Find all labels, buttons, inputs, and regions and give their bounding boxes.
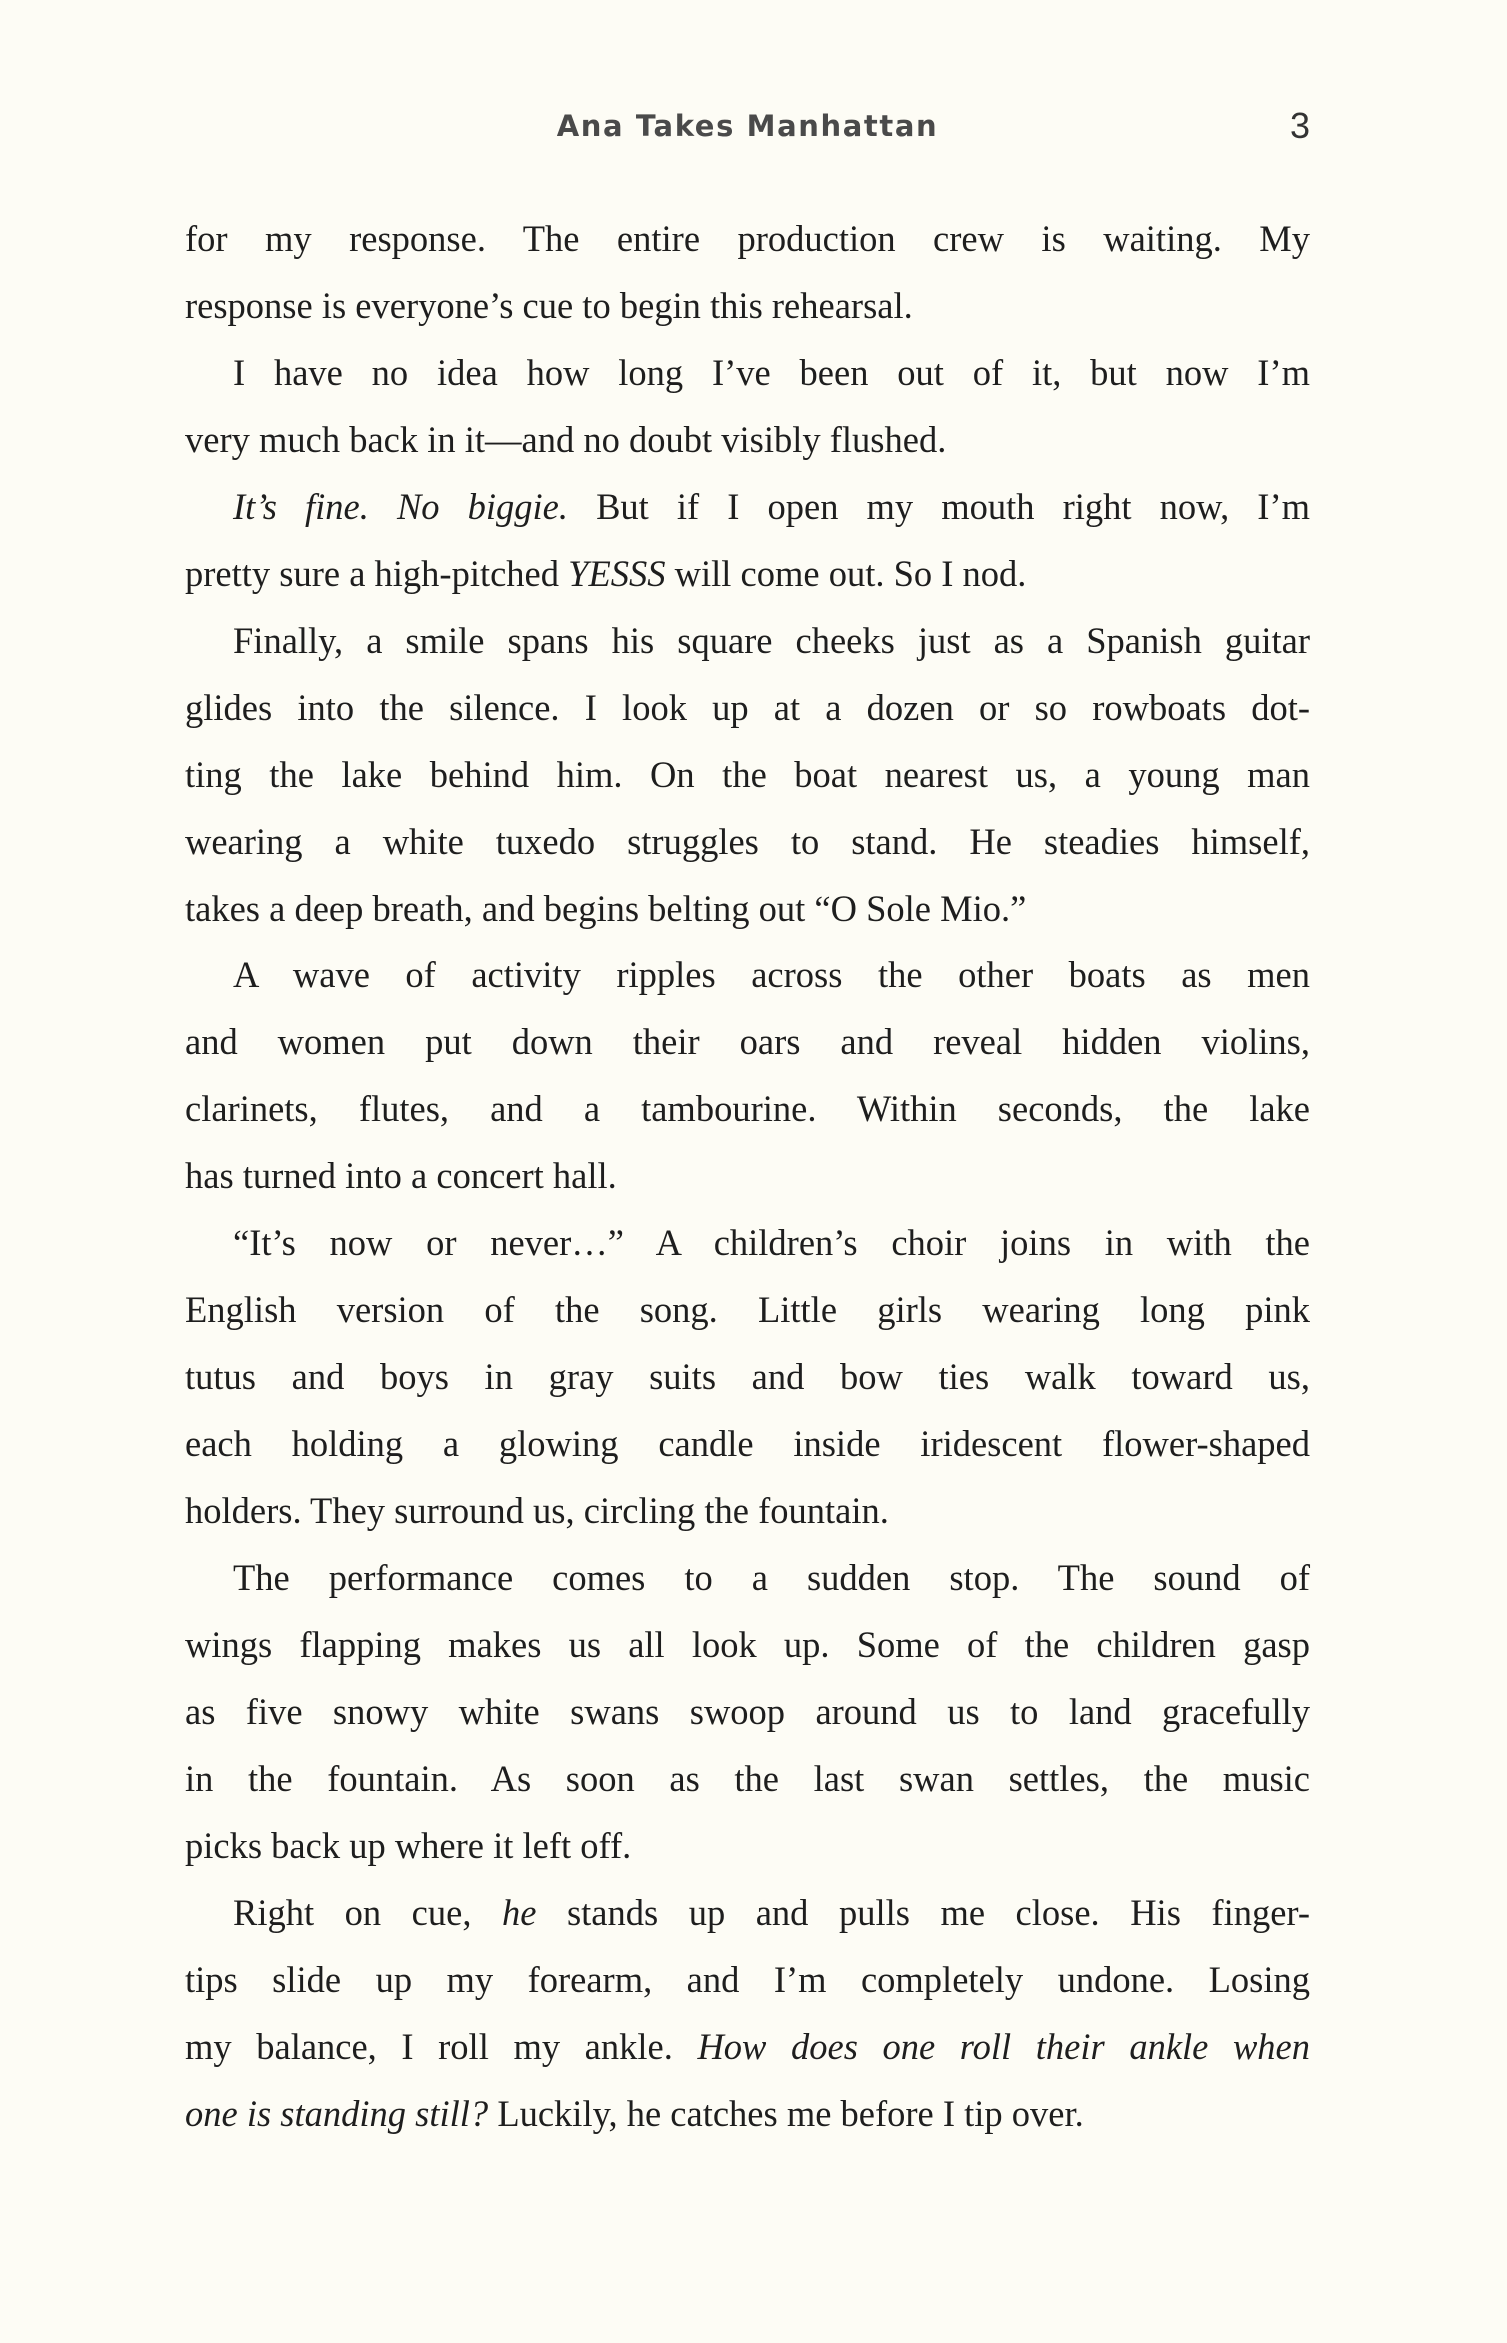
text-line — [185, 273, 1310, 340]
text-line — [185, 1411, 1310, 1478]
paragraph — [185, 1545, 1310, 1880]
text-line — [185, 1076, 1310, 1143]
text-segment: holders. They surround us, circling the fountain. — [185, 1490, 889, 1532]
text-segment: Right on cue, — [233, 1891, 502, 1933]
text-segment: wings flapping makes us all look up. Some of the children gasp — [185, 1624, 1310, 1666]
italic-text: one is standing still? — [185, 2092, 489, 2134]
text-segment: glides into the silence. I look up at a dozen or so rowboats dot- — [185, 686, 1310, 728]
paragraph — [185, 474, 1310, 608]
italic-text: he — [501, 1891, 537, 1933]
body-text — [185, 206, 1310, 2148]
text-segment: each holding a glowing candle inside iridescent flower-shaped — [185, 1423, 1310, 1465]
text-segment: I have no idea how long I’ve been out of it, but now I’m — [233, 351, 1310, 393]
text-line — [185, 1545, 1310, 1612]
paragraph — [185, 340, 1310, 474]
text-line — [185, 474, 1310, 541]
text-line — [185, 1947, 1310, 2014]
text-segment: “It’s now or never…” A children’s choir joins in with the — [233, 1222, 1310, 1264]
text-line — [185, 1143, 1310, 1210]
text-line — [185, 1344, 1310, 1411]
text-segment: response is everyone’s cue to begin this rehearsal. — [185, 284, 913, 326]
running-title: Ana Takes Manhattan — [556, 109, 939, 143]
running-head — [185, 104, 1310, 148]
text-segment: pretty sure a high-pitched — [185, 552, 569, 594]
paragraph — [185, 1210, 1310, 1545]
text-segment: ting the lake behind him. On the boat nearest us, a young man — [185, 753, 1310, 795]
text-line — [185, 2014, 1310, 2081]
text-segment: Luckily, he catches me before I tip over. — [488, 2092, 1084, 2134]
text-segment: stands up and pulls me close. His finger- — [536, 1891, 1310, 1933]
text-segment: my balance, I roll my ankle. — [185, 2025, 698, 2067]
text-line — [185, 1009, 1310, 1076]
text-line — [185, 1612, 1310, 1679]
text-segment: tips slide up my forearm, and I’m completely undone. Losing — [185, 1958, 1310, 2000]
text-segment: as five snowy white swans swoop around us to land gracefully — [185, 1690, 1310, 1732]
text-line — [185, 608, 1310, 675]
text-line — [185, 675, 1310, 742]
text-segment: A wave of activity ripples across the other boats as men — [233, 954, 1310, 996]
text-line — [185, 1277, 1310, 1344]
text-line — [185, 742, 1310, 809]
text-segment: clarinets, flutes, and a tambourine. Within seconds, the lake — [185, 1088, 1310, 1130]
text-segment: But if I open my mouth right now, I’m — [568, 485, 1311, 527]
italic-text: It’s fine. No biggie. — [233, 485, 568, 527]
text-segment: tutus and boys in gray suits and bow ties walk toward us, — [185, 1356, 1310, 1398]
text-line — [185, 942, 1310, 1009]
text-line — [185, 541, 1310, 608]
text-line — [185, 809, 1310, 876]
text-line — [185, 2081, 1310, 2148]
paragraph — [185, 206, 1310, 340]
page-number: 3 — [1289, 105, 1310, 146]
text-line — [185, 1880, 1310, 1947]
italic-text: How does one roll their ankle when — [697, 2025, 1311, 2067]
paragraph — [185, 942, 1310, 1210]
text-line — [185, 1679, 1310, 1746]
text-segment: and women put down their oars and reveal hidden violins, — [185, 1021, 1310, 1063]
paragraph — [185, 608, 1310, 943]
text-line — [185, 407, 1310, 474]
italic-text: YESSS — [568, 552, 666, 594]
text-segment: very much back in it—and no doubt visibly flushed. — [185, 418, 947, 460]
text-line — [185, 340, 1310, 407]
text-segment: will come out. So I nod. — [665, 552, 1027, 594]
text-line — [185, 1210, 1310, 1277]
text-segment: takes a deep breath, and begins belting out “O Sole Mio.” — [185, 887, 1027, 929]
text-line — [185, 1813, 1310, 1880]
text-segment: has turned into a concert hall. — [185, 1155, 617, 1197]
text-segment: for my response. The entire production crew is waiting. My — [185, 218, 1310, 259]
text-line — [185, 1478, 1310, 1545]
text-segment: in the fountain. As soon as the last swan settles, the music — [185, 1757, 1310, 1799]
text-segment: picks back up where it left off. — [185, 1824, 632, 1866]
text-segment: wearing a white tuxedo struggles to stand. He steadies himself, — [185, 820, 1310, 862]
paragraph — [185, 1880, 1310, 2148]
text-line — [185, 206, 1310, 273]
text-line — [185, 1746, 1310, 1813]
text-segment: The performance comes to a sudden stop. The sound of — [233, 1557, 1310, 1599]
text-segment: English version of the song. Little girls wearing long pink — [185, 1289, 1310, 1331]
text-line — [185, 876, 1310, 943]
text-segment: Finally, a smile spans his square cheeks just as a Spanish guitar — [233, 619, 1310, 661]
